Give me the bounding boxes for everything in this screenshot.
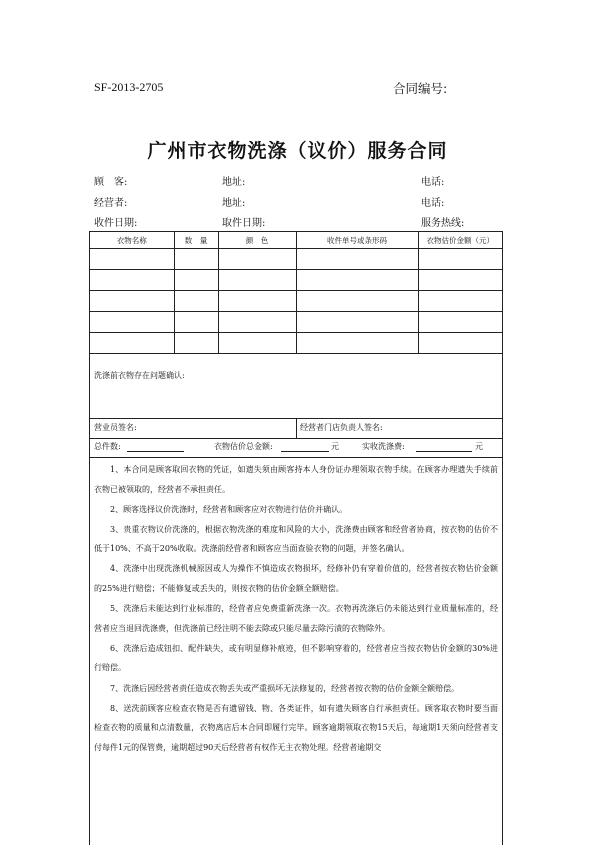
table-cell[interactable] [418, 291, 502, 312]
term-clause: 4、洗涤中出现洗涤机械原因或人为操作不慎造成衣物损坏，经修补仍有穿着价值的，经营者按衣物估价金额的25%进行赔偿；不能修复或丢失的，则按衣物的估价金额全额赔偿。 [94, 564, 498, 594]
table-row [90, 291, 502, 312]
washing-fee-label: 实收洗涤费: [362, 442, 405, 451]
items-table [90, 232, 502, 354]
total-pieces-label: 总件数: [94, 442, 121, 451]
table-cell[interactable] [90, 312, 174, 333]
term-clause: 2、顾客选择议价洗涤时，经营者和顾客应对衣物进行估价并确认。 [110, 504, 348, 514]
pickup-date-label: 取件日期: [222, 218, 266, 229]
column-header-valuation: 衣物估价金额（元） [418, 232, 502, 249]
table-cell[interactable] [218, 291, 296, 312]
table-cell[interactable] [90, 291, 174, 312]
table-cell[interactable] [296, 291, 418, 312]
table-row [90, 270, 502, 291]
table-row [90, 249, 502, 270]
operator-address-label: 地址: [222, 198, 246, 209]
pre-wash-issues-field[interactable] [90, 360, 502, 419]
column-header-quantity: 数 量 [174, 232, 218, 249]
table-cell[interactable] [90, 249, 174, 270]
customer-label: 顾 客: [94, 177, 128, 188]
table-cell[interactable] [218, 312, 296, 333]
table-cell[interactable] [418, 312, 502, 333]
table-cell[interactable] [218, 333, 296, 354]
operator-phone-label: 电话: [421, 198, 445, 209]
column-header-receipt-no: 收件单号或条形码 [296, 232, 418, 249]
table-cell[interactable] [218, 249, 296, 270]
contract-form [89, 231, 503, 845]
column-header-item-name: 衣物名称 [90, 232, 174, 249]
table-cell[interactable] [174, 249, 218, 270]
contract-terms [94, 460, 498, 758]
totals-row [90, 438, 502, 458]
term-clause: 7、洗涤后因经营者责任造成衣物丢失或严重损坏无法修复的，经营者按衣物的估价金额全额赔偿。 [110, 683, 460, 693]
term-clause: 8、送洗前顾客应检查衣物是否有遗留钱、物、各类证件，如有遗失顾客自行承担责任。顾客取衣物时要当面检查衣物的质量和点清数量，衣物离店后本合同即履行完毕。顾客逾期领取衣物15天后，每逾期1天须向经营者支付每件1元的保管费，逾期超过90天后经营者有权作无主衣物处理。经营者逾期交 [94, 703, 498, 752]
table-cell[interactable] [296, 333, 418, 354]
table-cell[interactable] [90, 270, 174, 291]
table-cell[interactable] [418, 249, 502, 270]
term-clause: 3、贵重衣物议价洗涤的，根据衣物洗涤的难度和风险的大小，洗涤费由顾客和经营者协商，按衣物的估价不低于10%、不高于20%收取。洗涤前经营者和顾客应当面查验衣物的问题，并签名确认。 [94, 524, 498, 554]
pre-wash-issues-label: 洗涤前衣物存在问题确认: [94, 371, 185, 380]
total-valuation-unit: 元 [331, 442, 339, 451]
customer-phone-label: 电话: [421, 177, 445, 188]
table-cell[interactable] [174, 270, 218, 291]
table-cell[interactable] [90, 333, 174, 354]
table-cell[interactable] [296, 312, 418, 333]
table-cell[interactable] [418, 270, 502, 291]
term-clause: 1、本合同是顾客取回衣物的凭证，如遗失须由顾客持本人身份证办理领取衣物手续。在顾客办理遗失手续前衣物已被领取的，经营者不承担责任。 [94, 465, 498, 494]
receive-date-label: 收件日期: [94, 218, 138, 229]
table-header-row [90, 232, 502, 249]
total-valuation-blank[interactable] [281, 441, 329, 452]
table-cell[interactable] [174, 291, 218, 312]
column-header-color: 颜 色 [218, 232, 296, 249]
signature-divider [296, 418, 297, 438]
customer-address-label: 地址: [222, 177, 246, 188]
operator-label: 经营者: [94, 198, 128, 209]
total-valuation-label: 衣物估价总金额: [214, 442, 273, 451]
table-cell[interactable] [296, 270, 418, 291]
washing-fee-blank[interactable] [416, 441, 472, 452]
table-row [90, 333, 502, 354]
clerk-signature-label: 营业员签名: [94, 423, 137, 432]
term-clause: 6、洗涤后造成钮扣、配件缺失，或有明显修补痕迹，但不影响穿着的，经营者应当按衣物估价金额的30%进行赔偿。 [94, 643, 498, 673]
table-cell[interactable] [218, 270, 296, 291]
contract-number-label: 合同编号: [393, 81, 448, 96]
table-cell[interactable] [174, 333, 218, 354]
term-clause: 5、洗涤后未能达到行业标准的，经营者应免费重新洗涤一次。衣物再洗涤后仍未能达到行业质量标准的，经营者应当退回洗涤费，但洗涤前已经注明不能去除或只能尽量去除污渍的衣物除外。 [94, 604, 498, 633]
table-row [90, 312, 502, 333]
total-pieces-blank[interactable] [127, 441, 184, 452]
service-hotline-label: 服务热线: [421, 218, 465, 229]
table-cell[interactable] [174, 312, 218, 333]
table-cell[interactable] [296, 249, 418, 270]
manager-signature-label: 经营者门店负责人签名: [300, 423, 383, 432]
document-title: 广州市衣物洗涤（议价）服务合同 [147, 140, 448, 162]
table-cell[interactable] [418, 333, 502, 354]
signature-row [90, 418, 502, 439]
document-id: SF-2013-2705 [94, 80, 164, 94]
washing-fee-unit: 元 [475, 442, 483, 451]
